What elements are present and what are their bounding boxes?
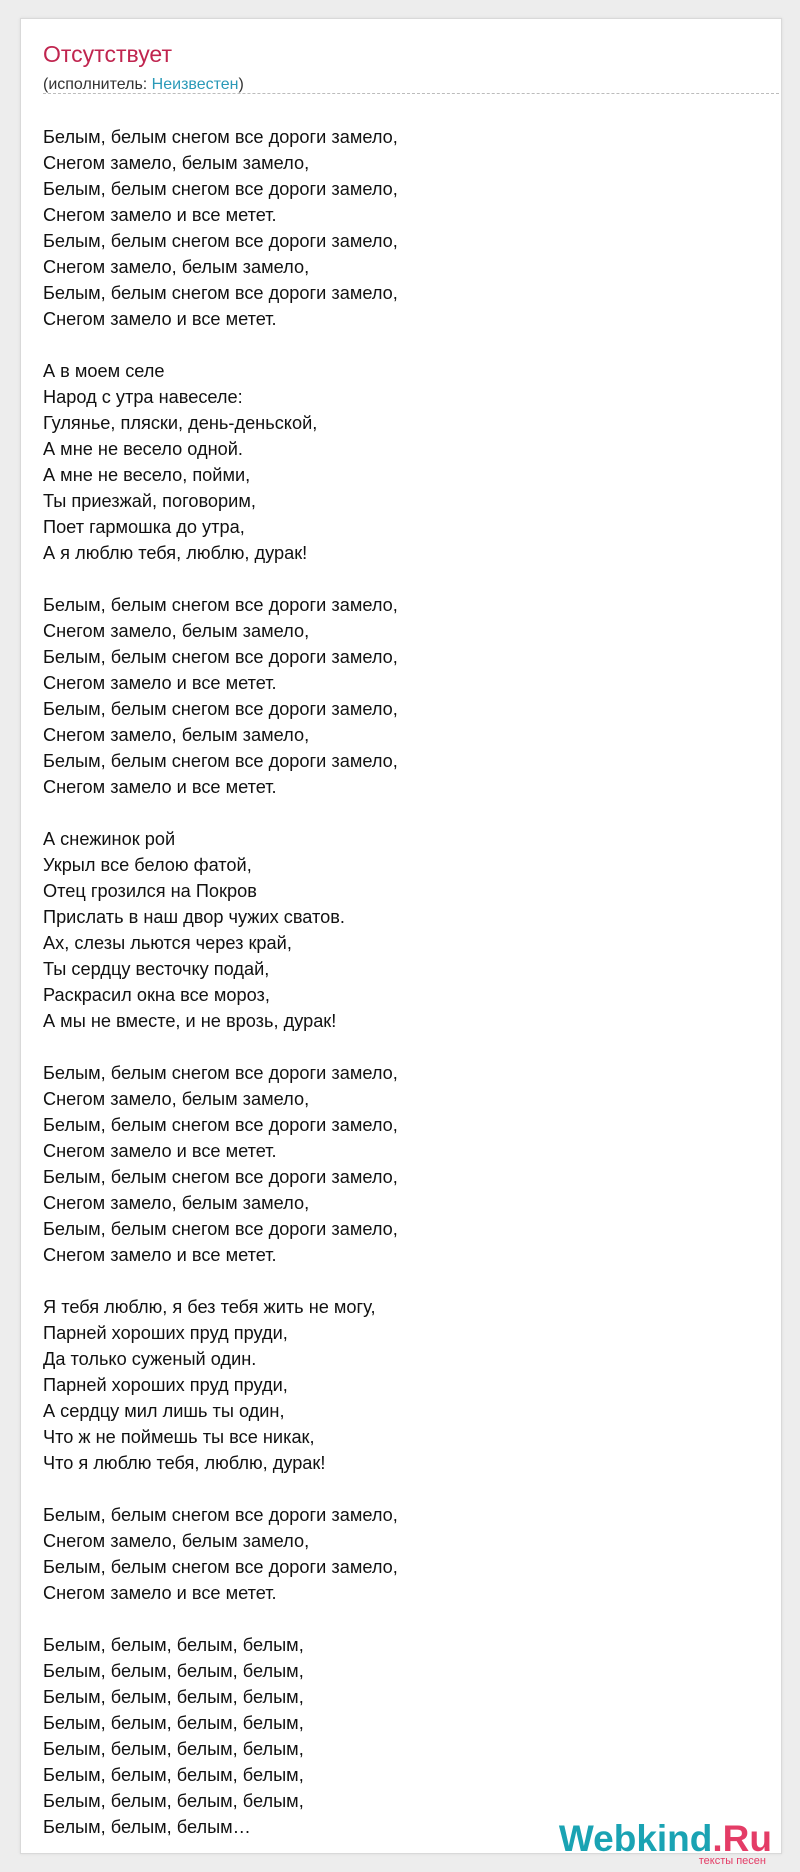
lyrics-line: Ты приезжай, поговорим, xyxy=(43,491,256,511)
artist-prefix: (исполнитель: xyxy=(43,76,152,93)
lyrics-line: Белым, белым снегом все дороги замело, xyxy=(43,647,398,667)
lyrics-line: Снегом замело, белым замело, xyxy=(43,1531,310,1551)
lyrics-line: Прислать в наш двор чужих сватов. xyxy=(43,907,345,927)
lyrics-line: Белым, белым снегом все дороги замело, xyxy=(43,1557,398,1577)
lyrics-line: Белым, белым, белым, белым, xyxy=(43,1791,304,1811)
lyrics-line: Белым, белым, белым… xyxy=(43,1817,251,1837)
logo-wordmark xyxy=(559,1820,772,1857)
artist-line xyxy=(43,75,244,94)
lyrics-line: Снегом замело, белым замело, xyxy=(43,1193,310,1213)
logo-tld: .Ru xyxy=(712,1818,772,1859)
lyrics-line: Снегом замело и все метет. xyxy=(43,1141,277,1161)
site-logo[interactable] xyxy=(552,1820,772,1872)
lyrics-stanza xyxy=(43,1294,603,1476)
lyrics-line: Раскрасил окна все мороз, xyxy=(43,985,270,1005)
lyrics-line: Белым, белым снегом все дороги замело, xyxy=(43,699,398,719)
lyrics-line: Белым, белым снегом все дороги замело, xyxy=(43,1063,398,1083)
lyrics-line: Укрыл все белою фатой, xyxy=(43,855,252,875)
lyrics-line: А я люблю тебя, люблю, дурак! xyxy=(43,543,308,563)
lyrics-line: А сердцу мил лишь ты один, xyxy=(43,1401,285,1421)
lyrics-line: Белым, белым снегом все дороги замело, xyxy=(43,127,398,147)
lyrics-line: Снегом замело, белым замело, xyxy=(43,1089,310,1109)
lyrics-line: Снегом замело, белым замело, xyxy=(43,153,310,173)
lyrics-line: Снегом замело и все метет. xyxy=(43,205,277,225)
lyrics-line: Белым, белым снегом все дороги замело, xyxy=(43,179,398,199)
lyrics-line: Поет гармошка до утра, xyxy=(43,517,245,537)
lyrics-line: А мне не весело, пойми, xyxy=(43,465,251,485)
logo-subtitle: тексты песен xyxy=(698,1855,766,1867)
lyrics-line: Снегом замело, белым замело, xyxy=(43,725,310,745)
song-title: Отсутствует xyxy=(43,41,172,67)
artist-suffix: ) xyxy=(238,76,244,93)
artist-link[interactable]: Неизвестен xyxy=(151,76,239,93)
lyrics-stanza xyxy=(43,358,603,566)
lyrics-line: Гулянье, пляски, день-деньской, xyxy=(43,413,318,433)
lyrics-line: А мне не весело одной. xyxy=(43,439,243,459)
lyrics-line: Белым, белым снегом все дороги замело, xyxy=(43,1115,398,1135)
lyrics-line: А мы не вместе, и не врозь, дурак! xyxy=(43,1011,337,1031)
lyrics-line: Белым, белым снегом все дороги замело, xyxy=(43,751,398,771)
lyrics-line: Белым, белым, белым, белым, xyxy=(43,1635,304,1655)
lyrics-line: Снегом замело и все метет. xyxy=(43,1583,277,1603)
lyrics-line: Белым, белым снегом все дороги замело, xyxy=(43,595,398,615)
lyrics-line: Ах, слезы льются через край, xyxy=(43,933,292,953)
lyrics-line: Ты сердцу весточку подай, xyxy=(43,959,270,979)
header-divider xyxy=(43,93,779,94)
lyrics-line: Белым, белым, белым, белым, xyxy=(43,1687,304,1707)
lyrics-stanza xyxy=(43,592,603,800)
lyrics-line: Парней хороших пруд пруди, xyxy=(43,1375,288,1395)
lyrics-stanza xyxy=(43,1060,603,1268)
lyrics-stanza xyxy=(43,1502,603,1606)
lyrics-line: Белым, белым, белым, белым, xyxy=(43,1713,304,1733)
lyrics-line: Да только суженый один. xyxy=(43,1349,257,1369)
lyrics-line: Что ж не поймешь ты все никак, xyxy=(43,1427,315,1447)
lyrics-line: Белым, белым снегом все дороги замело, xyxy=(43,1505,398,1525)
lyrics-stanza xyxy=(43,1632,603,1840)
lyrics-card xyxy=(20,18,782,1854)
lyrics-line: Снегом замело и все метет. xyxy=(43,1245,277,1265)
lyrics-line: Белым, белым, белым, белым, xyxy=(43,1661,304,1681)
lyrics-line: Снегом замело и все метет. xyxy=(43,777,277,797)
lyrics-stanza xyxy=(43,826,603,1034)
lyrics-line: Что я люблю тебя, люблю, дурак! xyxy=(43,1453,326,1473)
logo-web: Webkind xyxy=(558,1818,713,1859)
lyrics-line: Отец грозился на Покров xyxy=(43,881,257,901)
lyrics-line: Снегом замело и все метет. xyxy=(43,309,277,329)
lyrics-line: Белым, белым снегом все дороги замело, xyxy=(43,1167,398,1187)
lyrics-line: Белым, белым, белым, белым, xyxy=(43,1765,304,1785)
lyrics-line: Белым, белым снегом все дороги замело, xyxy=(43,231,398,251)
lyrics-line: Народ с утра навеселе: xyxy=(43,387,243,407)
lyrics-line: Я тебя люблю, я без тебя жить не могу, xyxy=(43,1297,376,1317)
lyrics-stanza xyxy=(43,124,603,332)
lyrics-line: А в моем селе xyxy=(43,361,165,381)
lyrics-line: Снегом замело, белым замело, xyxy=(43,257,310,277)
lyrics-line: Белым, белым снегом все дороги замело, xyxy=(43,283,398,303)
lyrics-line: А снежинок рой xyxy=(43,829,176,849)
lyrics-line: Парней хороших пруд пруди, xyxy=(43,1323,288,1343)
lyrics-line: Белым, белым снегом все дороги замело, xyxy=(43,1219,398,1239)
lyrics-line: Снегом замело, белым замело, xyxy=(43,621,310,641)
lyrics-line: Снегом замело и все метет. xyxy=(43,673,277,693)
lyrics-text xyxy=(43,124,603,1866)
lyrics-line: Белым, белым, белым, белым, xyxy=(43,1739,304,1759)
